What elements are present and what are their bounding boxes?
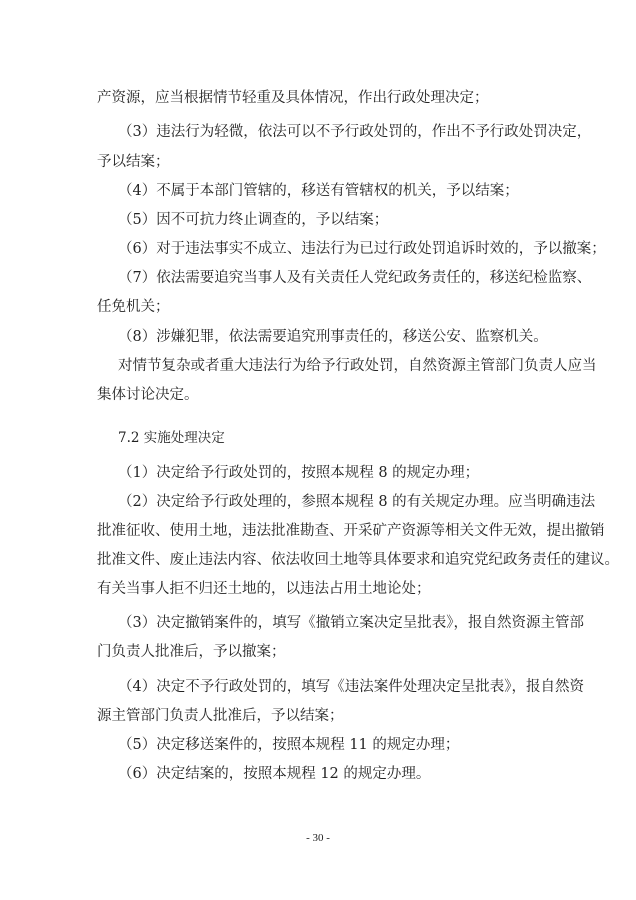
paragraph-line: （8）涉嫌犯罪，依法需要追究刑事责任的，移送公安、监察机关。 [118, 329, 548, 345]
section-heading: 7.2 实施处理决定 [118, 430, 225, 446]
paragraph-line: 门负责人批准后，予以撤案； [97, 644, 286, 660]
page-number: - 30 - [306, 832, 330, 844]
paragraph-line: （1）决定给予行政处罚的，按照本规程 8 的规定办理； [118, 465, 480, 481]
paragraph-line: 任免机关； [97, 299, 170, 315]
paragraph-line: （5）决定移送案件的，按照本规程 11 的规定办理； [118, 737, 460, 753]
paragraph-line: （7）依法需要追究当事人及有关责任人党纪政务责任的，移送纪检监察、 [118, 270, 592, 286]
paragraph-line: （3）决定撤销案件的，填写《撤销立案决定呈批表》，报自然资源主管部 [118, 615, 584, 631]
paragraph-line: 予以结案； [97, 154, 170, 170]
paragraph-line: （6）决定结案的，按照本规程 12 的规定办理。 [118, 766, 431, 782]
paragraph-line: （4）不属于本部门管辖的，移送有管辖权的机关，予以结案； [118, 183, 519, 199]
paragraph-line: 产资源，应当根据情节轻重及具体情况，作出行政处理决定； [97, 90, 489, 106]
paragraph-line: （2）决定给予行政处理的，参照本规程 8 的有关规定办理。应当明确违法 [118, 494, 596, 510]
paragraph-line: 有关当事人拒不归还土地的，以违法占用土地论处； [97, 581, 431, 597]
paragraph-line: （3）违法行为轻微，依法可以不予行政处罚的，作出不予行政处罚决定， [118, 124, 592, 140]
paragraph-line: （5）因不可抗力终止调查的，予以结案； [118, 212, 389, 228]
paragraph-line: 批准文件、废止违法内容、依法收回土地等具体要求和追究党纪政务责任的建议。 [97, 552, 619, 568]
paragraph-line: 集体讨论决定。 [97, 387, 199, 403]
paragraph-line: 源主管部门负责人批准后，予以结案； [97, 708, 344, 724]
paragraph-line: （4）决定不予行政处罚的，填写《违法案件处理决定呈批表》，报自然资 [118, 679, 584, 695]
paragraph-line: 批准征收、使用土地，违法批准勘查、开采矿产资源等相关文件无效，提出撤销 [97, 523, 605, 539]
paragraph-line: （6）对于违法事实不成立、违法行为已过行政处罚追诉时效的，予以撤案； [118, 241, 606, 257]
paragraph-line: 对情节复杂或者重大违法行为给予行政处罚，自然资源主管部门负责人应当 [118, 358, 597, 374]
